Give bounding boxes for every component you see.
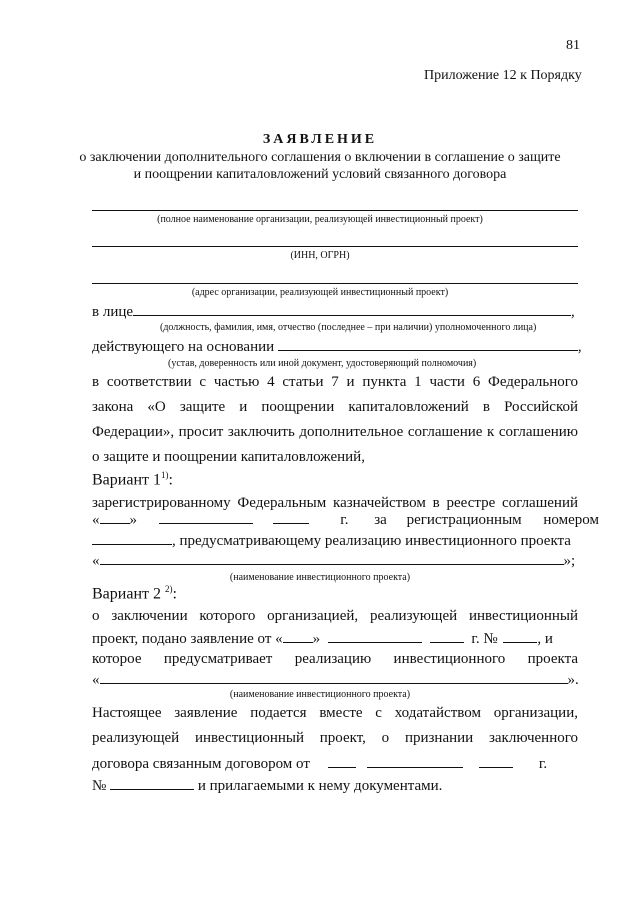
address-line (92, 283, 578, 284)
paragraph1-line-1: в соответствии с частью 4 статьи 7 и пункта 1 части 6 Федерального (92, 374, 578, 390)
caption-project-name-2: (наименование инвестиционного проекта) (229, 689, 411, 700)
v-litse-label: в лице (92, 304, 134, 320)
page-number: 81 (566, 38, 580, 53)
closing-line-4: № и прилагаемыми к нему документами. (92, 778, 443, 794)
subtitle-line-2: и поощрении капиталовложений условий связанного договора (133, 167, 507, 182)
v-litse-row: в лице , (92, 304, 575, 320)
variant1-line-4: « »; (92, 553, 576, 569)
variant2-line-3: которое предусматривает реализацию инвестиционного проекта (92, 651, 578, 667)
closing-line-2: реализующей инвестиционный проект, о признании заключенного (92, 730, 578, 746)
variant2-footnote: 2) (165, 584, 173, 594)
document-title: ЗАЯВЛЕНИЕ (262, 132, 378, 147)
caption-address: (адрес организации, реализующей инвестиционный проект) (191, 287, 449, 298)
inn-line (92, 246, 578, 247)
variant1-project-blank (100, 552, 564, 565)
variant1-line-3: , предусматривающему реализацию инвестиционного проекта (92, 532, 571, 550)
variant2-line-4: « ». (92, 672, 579, 688)
paragraph1-line-2: закона «О защите и поощрении капиталовложений в Российской (92, 399, 578, 415)
caption-inn: (ИНН, ОГРН) (290, 250, 350, 261)
caption-position: (должность, фамилия, имя, отчество (последнее – при наличии) уполномоченного лица) (160, 322, 537, 333)
closing-line-3: договора связанным договором от г. (92, 756, 548, 772)
org-name-line (92, 210, 578, 211)
variant1-line-2: « » г. за регистрационным номером (92, 512, 599, 528)
paragraph1-line-4: о защите и поощрении капиталовложений, (92, 449, 365, 465)
subtitle-line-1: о заключении дополнительного соглашения о включении в соглашение о защите (79, 150, 561, 165)
appendix-label: Приложение 12 к Порядку (424, 68, 582, 83)
variant2-line-2: проект, подано заявление от « » г. № , и (92, 631, 553, 647)
acting-label: действующего на основании (92, 339, 275, 355)
variant1-line-1: зарегистрированному Федеральным казначейством в реестре соглашений (92, 495, 578, 511)
acting-row: действующего на основании , (92, 339, 582, 355)
closing-line-1: Настоящее заявление подается вместе с ходатайством организации, (92, 705, 578, 721)
caption-basis: (устав, доверенность или иной документ, удостоверяющий полномочия) (168, 358, 477, 369)
caption-project-name-1: (наименование инвестиционного проекта) (229, 572, 411, 583)
acting-blank (278, 338, 578, 351)
variant1-label: Вариант 1$^{1)}$: (92, 470, 173, 489)
variant1-footnote: 1) (161, 470, 169, 480)
variant2-line-1: о заключении которого организацией, реализующей инвестиционный (92, 608, 578, 624)
v-litse-blank (133, 303, 571, 316)
variant2-label: Вариант 2 $^{2)}$: (92, 584, 177, 603)
caption-org-name: (полное наименование организации, реализующей инвестиционный проект) (157, 214, 483, 225)
variant2-project-blank (100, 671, 568, 684)
paragraph1-line-3: Федерации», просит заключить дополнительное соглашение к соглашению (92, 424, 578, 440)
